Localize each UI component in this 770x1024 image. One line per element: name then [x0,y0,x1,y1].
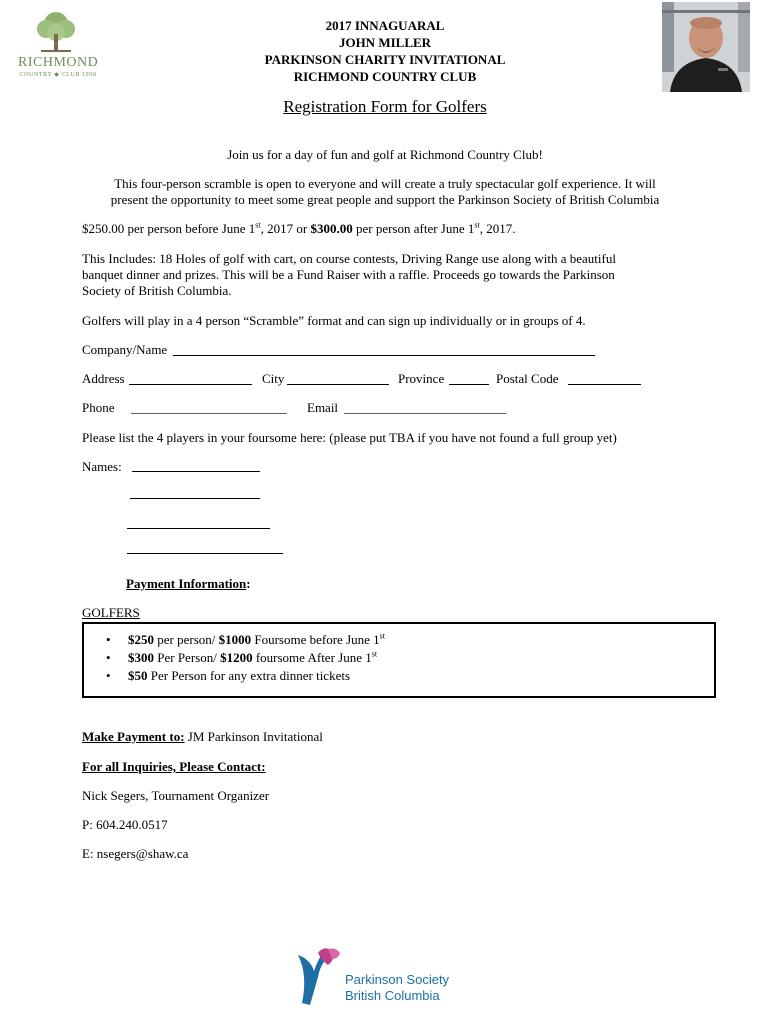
header-line: RICHMOND COUNTRY CLUB [293,69,477,84]
payment-heading: Payment Information: [126,576,251,591]
address-label: Address [82,371,125,386]
players-prompt: Please list the 4 players in your foursome here: (please put TBA if you have not found a full group yet) [82,430,617,445]
bullet-icon: • [106,650,111,665]
province-field[interactable] [449,384,489,385]
contact-email[interactable]: E: nsegers@shaw.ca [82,846,189,861]
intro-scramble-line: present the opportunity to meet some great people and support the Parkinson Society of British Columbia [110,192,660,207]
make-payment-line: Make Payment to: JM Parkinson Invitational [82,729,323,744]
tree-icon [35,10,77,52]
inquiries-heading: For all Inquiries, Please Contact: [82,759,266,774]
header-line: 2017 INNAGUARAL [325,18,445,33]
address-field[interactable] [129,384,252,385]
province-label: Province [398,371,445,386]
postal-code-label: Postal Code [496,371,559,386]
includes-line: banquet dinner and prizes. This will be a Fund Raiser with a raffle. Proceeds go towards the Parkinson [82,267,615,282]
contact-phone: P: 604.240.0517 [82,817,168,832]
header-line: JOHN MILLER [338,35,432,50]
bullet-icon: • [106,668,111,683]
richmond-country-club-logo [18,10,98,80]
names-label: Names: [82,459,122,474]
pricing-item: $250 per person/ $1000 Foursome before June 1st [128,631,385,647]
tulip-icon [288,945,344,1007]
intro-join: Join us for a day of fun and golf at Richmond Country Club! [227,147,543,162]
event-header [200,17,570,85]
contact-name: Nick Segers, Tournament Organizer [82,788,270,803]
postal-code-field[interactable] [568,384,641,385]
player-name-field[interactable] [132,471,260,472]
phone-field[interactable]: ________________________ [131,400,287,415]
format-text: Golfers will play in a 4 person “Scramble” format and can sign up individually or in groups of 4. [82,313,586,328]
city-label: City [262,371,285,386]
includes-line: This Includes: 18 Holes of golf with cart, on course contests, Driving Range use along with a beautiful [82,251,616,266]
john-miller-photo [662,2,750,92]
email-label: Email [307,400,339,415]
city-field[interactable] [287,384,389,385]
email-field[interactable]: _________________________ [344,400,507,415]
golfers-pricing-box [82,622,716,698]
golfers-label: GOLFERS [82,605,140,620]
header-line: PARKINSON CHARITY INVITATIONAL [264,52,506,67]
company-label: Company/Name [82,342,168,357]
pricing-text: $250.00 per person before June 1st, 2017 or $300.00 per person after June 1st, 2017. [82,220,516,236]
pricing-item: $50 Per Person for any extra dinner tickets [128,668,351,683]
includes-line: Society of British Columbia. [82,283,232,298]
pricing-item: $300 Per Person/ $1200 foursome After June 1st [128,649,378,665]
logo-wordmark: RICHMOND [18,55,99,70]
player-name-field[interactable] [127,553,283,554]
form-title: Registration Form for Golfers [283,97,487,116]
parkinson-society-logo [288,945,478,1007]
logo-subtitle: COUNTRY ◆ CLUB 1958 [19,72,97,78]
company-field[interactable] [173,355,595,356]
bullet-icon: • [106,632,111,647]
parkinson-society-name: Parkinson Society British Columbia [345,972,450,1003]
person-photo-icon [662,2,750,92]
intro-scramble-line: This four-person scramble is open to everyone and will create a truly spectacular golf experience. It will [114,176,656,191]
player-name-field[interactable] [130,498,260,499]
player-name-field[interactable] [127,528,270,529]
phone-label: Phone [82,400,115,415]
